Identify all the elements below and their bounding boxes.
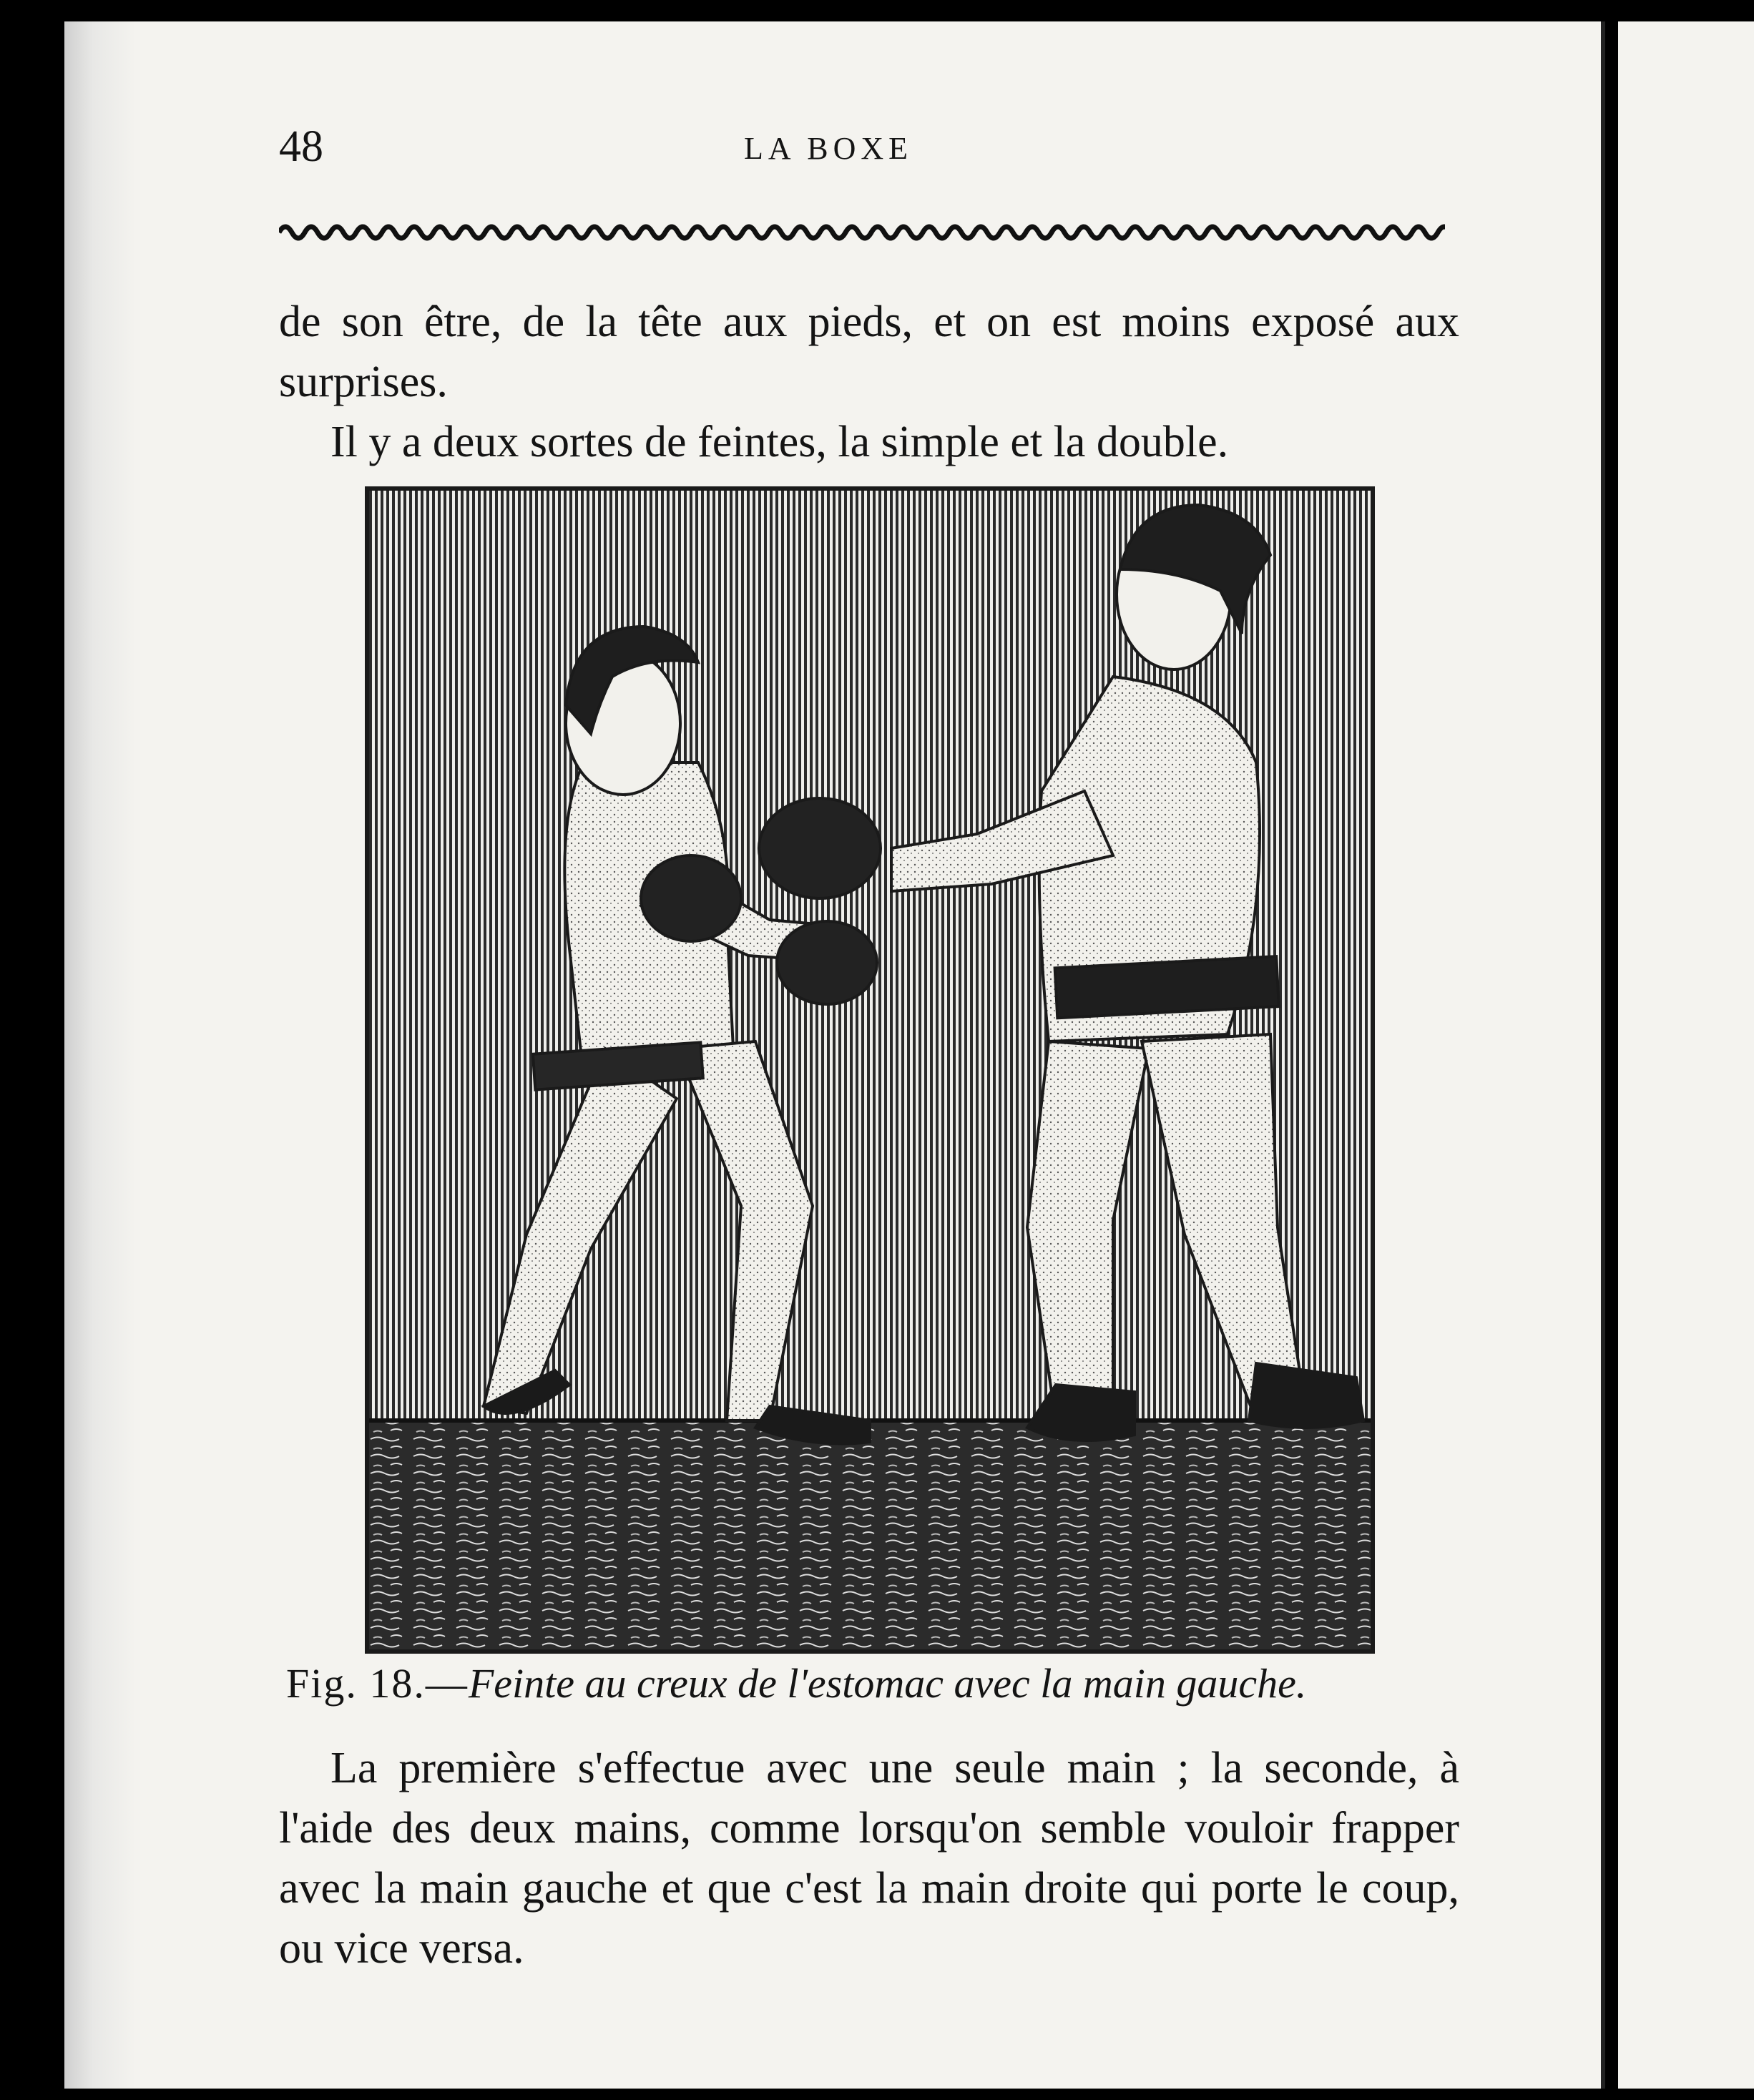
text-block-top <box>279 292 1459 472</box>
text-block-bottom <box>279 1738 1459 1978</box>
paragraph-feintes: Il y a deux sortes de feintes, la simple et la double. <box>330 418 1229 466</box>
figure-caption-text: Feinte au creux de l'estomac avec la main gauche. <box>468 1660 1307 1707</box>
running-title: LA BOXE <box>744 131 913 166</box>
boxing-illustration <box>365 486 1375 1654</box>
figure-label: Fig. 18.— <box>286 1660 469 1707</box>
page-edge-shadow <box>64 21 136 2089</box>
boxers-engraving <box>369 491 1371 1649</box>
adjacent-page <box>1618 21 1754 2089</box>
gutter-line <box>1601 21 1605 2089</box>
running-head <box>0 122 1754 172</box>
page-number: 48 <box>279 122 323 171</box>
paragraph-continuation: de son être, de la tête aux pieds, et on est moins exposé aux surprises. <box>279 298 1459 406</box>
ornament-rule <box>279 215 1445 250</box>
figure-caption <box>286 1659 1459 1707</box>
paragraph-premiere: La première s'effectue avec une seule main ; la seconde, à l'aide des deux mains, comme lorsqu'on semble vouloir frapper avec la main gauche et que c'est la main droite qui porte le coup, ou vice versa. <box>279 1744 1459 1973</box>
